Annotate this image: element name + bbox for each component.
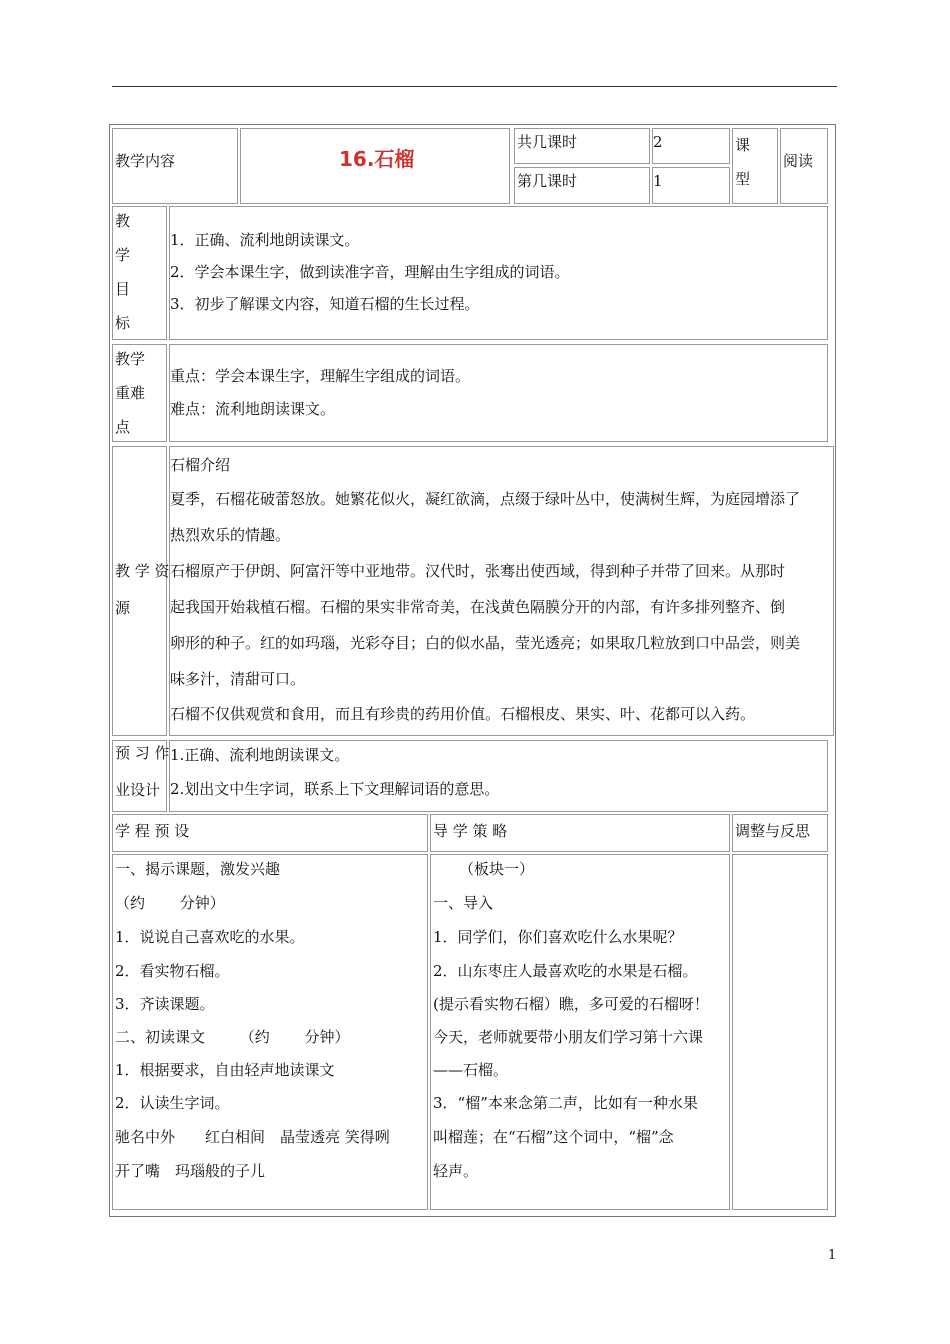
strategy-body-cell bbox=[430, 854, 730, 1210]
homework-label-line: 业设计 bbox=[115, 781, 161, 799]
resources-label-line: 教 学 资 bbox=[115, 562, 170, 580]
lesson-type-label-cell bbox=[732, 128, 778, 204]
total-periods-value-cell bbox=[652, 128, 730, 164]
strategy-line: 1．同学们，你们喜欢吃什么水果呢？ bbox=[433, 928, 683, 946]
homework-label-line: 预 习 作 bbox=[115, 744, 170, 762]
strategy-line: 一、导入 bbox=[433, 894, 494, 912]
lesson-title-cell bbox=[240, 128, 510, 204]
resources-line: 起我国开始栽植石榴。石榴的果实非常奇美，在浅黄色隔膜分开的内部，有许多排列整齐、倒 bbox=[170, 598, 786, 616]
plan-line: 驰名中外 红白相间 晶莹透亮 笑得咧 bbox=[115, 1128, 390, 1146]
resources-line: 味多汁，清甜可口。 bbox=[170, 670, 306, 688]
plan-line: 一、揭示课题，激发兴趣 bbox=[115, 860, 281, 878]
resources-line: 夏季，石榴花破蕾怒放。她繁花似火，凝红欲滴，点缀于绿叶丛中，使满树生辉，为庭园增添了 bbox=[170, 490, 801, 508]
goals-label-char: 教 bbox=[115, 212, 131, 230]
plan-header: 学 程 预 设 bbox=[115, 822, 190, 840]
resources-label-line: 源 bbox=[115, 599, 131, 617]
current-period-label: 第几课时 bbox=[517, 172, 578, 190]
lesson-type-value: 阅读 bbox=[783, 152, 814, 170]
focus-label-line: 教学 bbox=[115, 350, 146, 368]
focus-content-cell bbox=[169, 344, 828, 442]
goal-item: 3．初步了解课文内容，知道石榴的生长过程。 bbox=[170, 295, 480, 313]
goals-content-cell bbox=[169, 206, 828, 340]
goal-item: 2．学会本课生字，做到读准字音，理解由生字组成的词语。 bbox=[170, 263, 570, 281]
strategy-line: 2．山东枣庄人最喜欢吃的水果是石榴。 bbox=[433, 962, 698, 980]
adjust-header: 调整与反思 bbox=[735, 822, 811, 840]
focus-label-cell bbox=[112, 344, 167, 442]
strategy-line: 3．“榴”本来念第二声，比如有一种水果 bbox=[433, 1094, 698, 1112]
plan-body-cell bbox=[112, 854, 428, 1210]
lesson-type-label-1: 课 bbox=[735, 136, 751, 154]
goal-item: 1．正确、流利地朗读课文。 bbox=[170, 231, 360, 249]
plan-header-cell bbox=[112, 814, 428, 852]
strategy-line: 叫榴莲；在“石榴”这个词中，“榴”念 bbox=[433, 1128, 674, 1146]
goals-label-char: 目 bbox=[115, 280, 131, 298]
label-content: 教学内容 bbox=[115, 152, 176, 170]
top-rule bbox=[112, 86, 837, 87]
goals-label-char: 学 bbox=[115, 246, 131, 264]
plan-line: 二、初读课文 （约 分钟） bbox=[115, 1028, 350, 1046]
plan-line: 2．认读生字词。 bbox=[115, 1094, 230, 1112]
homework-item: 2.划出文中生字词，联系上下文理解词语的意思。 bbox=[170, 780, 500, 798]
strategy-line: （板块一） bbox=[459, 860, 535, 878]
current-period-label-cell bbox=[514, 167, 650, 204]
plan-line: 2．看实物石榴。 bbox=[115, 962, 230, 980]
resources-line: 石榴原产于伊朗、阿富汗等中亚地带。汉代时，张骞出使西域，得到种子并带了回来。从那时 bbox=[170, 562, 786, 580]
focus-label-line: 点 bbox=[115, 418, 131, 436]
focus-label-line: 重难 bbox=[115, 384, 146, 402]
homework-label-cell bbox=[112, 740, 170, 812]
homework-content-cell bbox=[169, 740, 828, 812]
plan-line: 1．说说自己喜欢吃的水果。 bbox=[115, 928, 305, 946]
goals-label-cell bbox=[112, 206, 167, 340]
homework-item: 1.正确、流利地朗读课文。 bbox=[170, 746, 350, 764]
page-number: 1 bbox=[828, 1248, 837, 1263]
total-periods-value: 2 bbox=[653, 133, 663, 151]
resources-line: 热烈欢乐的情趣。 bbox=[170, 526, 291, 544]
resources-label-cell bbox=[112, 446, 170, 736]
plan-line: 开了嘴 玛瑙般的子儿 bbox=[115, 1162, 266, 1180]
resources-line: 石榴介绍 bbox=[170, 456, 231, 474]
strategy-line: 今天，老师就要带小朋友们学习第十六课 bbox=[433, 1028, 704, 1046]
resources-line: 石榴不仅供观赏和食用，而且有珍贵的药用价值。石榴根皮、果实、叶、花都可以入药。 bbox=[170, 705, 756, 723]
current-period-value: 1 bbox=[653, 172, 663, 190]
strategy-line: ——石榴。 bbox=[433, 1061, 509, 1079]
strategy-line: 轻声。 bbox=[433, 1162, 479, 1180]
focus-item: 难点：流利地朗读课文。 bbox=[170, 400, 336, 418]
focus-item: 重点：学会本课生字，理解生字组成的词语。 bbox=[170, 367, 471, 385]
adjust-header-cell bbox=[732, 814, 828, 852]
label-content-cell bbox=[112, 128, 238, 204]
strategy-header: 导 学 策 略 bbox=[433, 822, 508, 840]
plan-line: 1．根据要求，自由轻声地读课文 bbox=[115, 1061, 335, 1079]
lesson-title: 16.石榴 bbox=[339, 147, 415, 171]
resources-content-cell bbox=[169, 446, 834, 736]
total-periods-label-cell bbox=[514, 128, 650, 164]
plan-line: （约 分钟） bbox=[115, 894, 225, 912]
total-periods-label: 共几课时 bbox=[517, 133, 578, 151]
strategy-line: (提示看实物石榴）瞧，多可爱的石榴呀！ bbox=[433, 995, 709, 1013]
resources-line: 卵形的种子。红的如玛瑙，光彩夺目；白的似水晶，莹光透亮；如果取几粒放到口中品尝，则美 bbox=[170, 634, 801, 652]
lesson-type-label-2: 型 bbox=[735, 170, 751, 188]
current-period-value-cell bbox=[652, 167, 730, 204]
adjust-body-cell bbox=[732, 854, 828, 1210]
strategy-header-cell bbox=[430, 814, 730, 852]
plan-line: 3．齐读课题。 bbox=[115, 995, 215, 1013]
goals-label-char: 标 bbox=[115, 314, 131, 332]
lesson-type-value-cell bbox=[780, 128, 828, 204]
